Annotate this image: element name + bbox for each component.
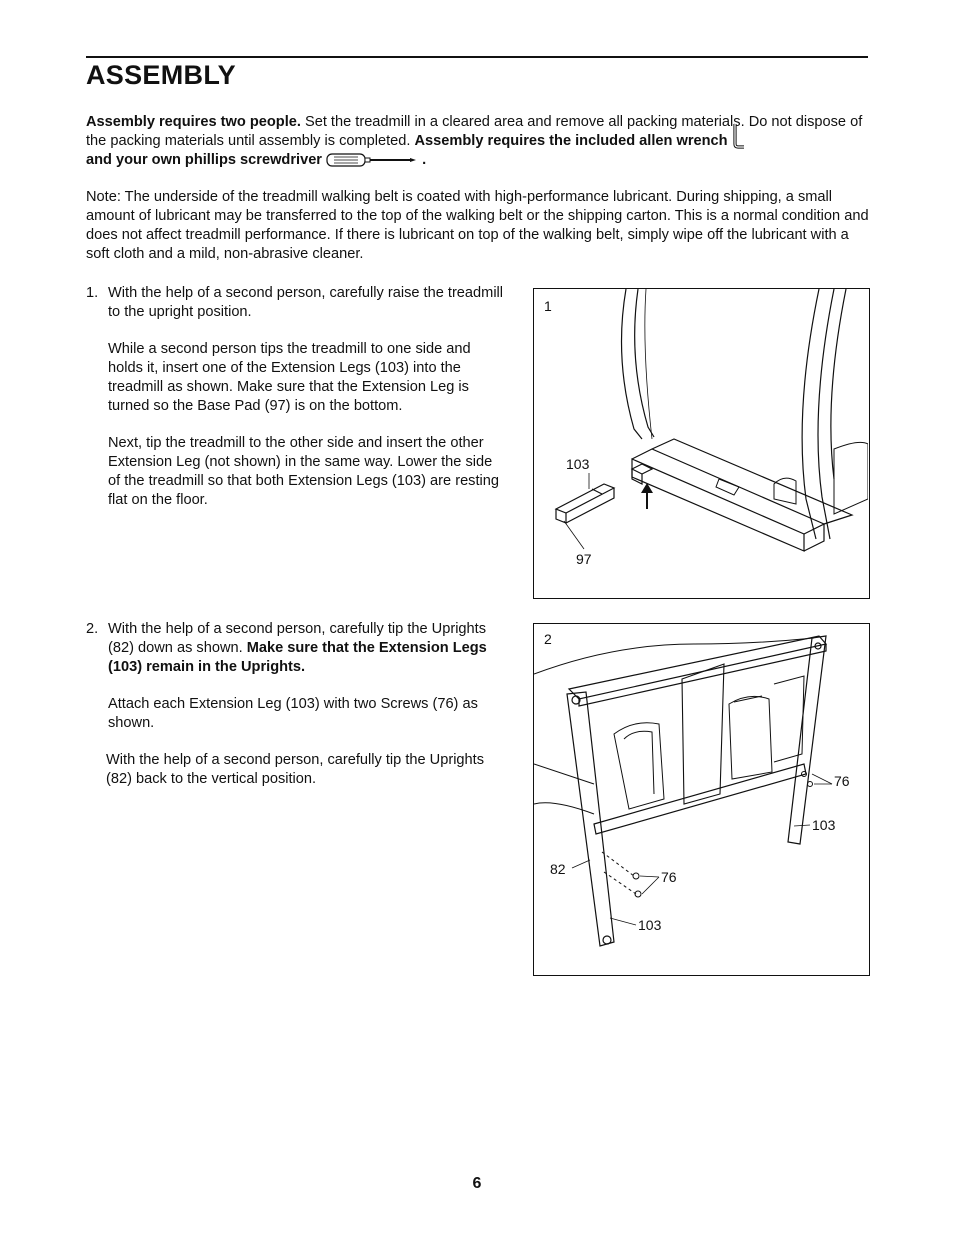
figure-1-up-arrow: [641, 483, 653, 509]
page-number: 6: [472, 1175, 482, 1192]
step-1-text-1: With the help of a second person, carefully raise the treadmill to the upright position.: [108, 285, 504, 320]
figure-2-top-crossbar: [569, 636, 826, 706]
intro-end-period: .: [422, 152, 427, 168]
figure-2-illustration: [534, 624, 868, 974]
step-2-text-3: With the help of a second person, carefully tip the Uprights (82) back to the vertical position.: [106, 752, 485, 787]
figure-1-motor-housing: [716, 442, 868, 514]
figure-2-label-76-left: 76: [661, 869, 677, 885]
step-2-text-1-bold: Make sure that the Extension Legs (103) remain in the Uprights.: [108, 640, 487, 675]
figure-1-illustration: [534, 289, 868, 597]
step-1-text-2: While a second person tips the treadmill to one side and holds it, insert one of the Extension Legs (103) into the treadmill as shown. Make sure that the Extension Leg is turned so the Base Pad (97) is on the bottom.: [108, 341, 471, 414]
step-2-text-1-plain: With the help of a second person, carefully tip the Uprights (82) down as shown.: [108, 621, 487, 656]
figure-1-label-103: 103: [566, 456, 590, 472]
intro-bold-tools: Assembly requires the included allen wrench: [414, 133, 728, 149]
figure-2-label-82: 82: [550, 861, 566, 877]
step-1-text-3: Next, tip the treadmill to the other side and insert the other Extension Leg (not shown) in the same way. Lower the side of the treadmill so that both Extension Legs (103) are resting flat on the floor.: [108, 435, 500, 508]
intro-bold-two-people: Assembly requires two people.: [86, 114, 301, 130]
intro-bold-screwdriver: and your own phillips screwdriver: [86, 152, 322, 168]
figure-2-right-upright: [788, 636, 826, 844]
figure-1-right-upright: [802, 289, 846, 539]
phillips-screwdriver-icon: [326, 153, 418, 167]
figure-2-left-upright: [567, 692, 614, 946]
figure-2-number: 2: [544, 631, 552, 647]
note-paragraph: Note: The underside of the treadmill walking belt is coated with high-performance lubricant. During shipping, a small amount of lubricant may be transferred to the top of the walking belt or the shipping carton. This is a normal condition and does not affect treadmill performance. If there is lubricant on top of the walking belt, simply wipe off the lubricant with a soft cloth and a mild, non-abrasive cleaner.: [86, 189, 869, 262]
page-title: ASSEMBLY: [86, 60, 236, 90]
figure-2-label-103-left: 103: [638, 917, 662, 933]
step-2: [86, 620, 506, 807]
figure-1-label-97: 97: [576, 551, 592, 567]
figure-2-screws: [602, 772, 813, 898]
figure-1-number: 1: [544, 298, 552, 314]
intro-text: Set the treadmill in a cleared area and remove all packing materials. Do not dispose of the packing materials until assembly is completed.: [86, 114, 863, 149]
figure-2-panel: [682, 664, 724, 804]
step-2-text-2: Attach each Extension Leg (103) with two Screws (76) as shown.: [108, 696, 478, 731]
figure-1: [533, 288, 870, 599]
step-1-number: 1.: [86, 285, 99, 301]
figure-1-extension-leg: [556, 484, 614, 523]
step-2-text-1: [108, 620, 506, 677]
figure-2-deck: [534, 638, 814, 814]
step-1: [86, 284, 506, 528]
figure-2-motor-hood: [614, 676, 804, 809]
intro-paragraph: [86, 113, 871, 170]
figure-2: [533, 623, 870, 976]
step-2-number: 2.: [86, 621, 99, 637]
figure-1-left-upright: [622, 289, 655, 439]
header-rule: [86, 56, 868, 58]
figure-2-label-103-right: 103: [812, 817, 836, 833]
allen-wrench-icon: [732, 122, 746, 150]
figure-1-socket: [632, 464, 652, 484]
figure-2-label-76-right: 76: [834, 773, 850, 789]
